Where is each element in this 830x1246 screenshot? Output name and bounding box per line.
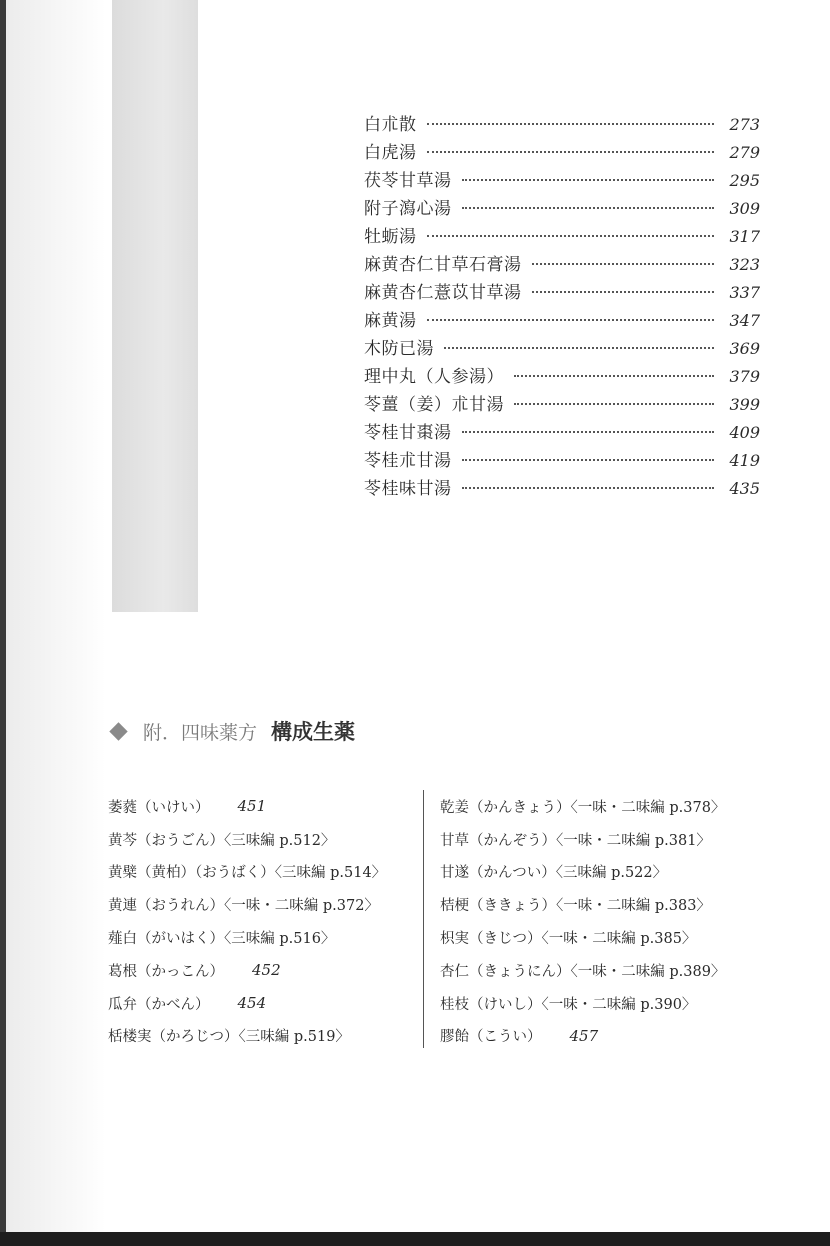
toc-row[interactable] <box>364 250 760 278</box>
herb-text: 萎蕤（いけい） <box>108 799 210 816</box>
herb-text: 瓜弁（かべん） <box>108 996 210 1013</box>
page-gutter-shade <box>6 0 106 1232</box>
herb-text: 黄芩（おうごん）〈三味編 p.512〉 <box>108 832 336 849</box>
toc-title: 麻黄杏仁薏苡甘草湯 <box>364 283 522 303</box>
dot-leader <box>532 263 715 265</box>
herb-text: 桔梗（ききょう）〈一味・二味編 p.383〉 <box>440 898 711 915</box>
herb-text: 膠飴（こうい） <box>440 1029 542 1046</box>
section-prefix: 附．四味薬方 <box>143 721 258 744</box>
toc-title: 茯苓甘草湯 <box>364 171 452 191</box>
toc-title: 麻黄湯 <box>364 311 417 331</box>
toc-row[interactable] <box>364 390 760 418</box>
toc-title: 白虎湯 <box>364 143 417 163</box>
toc-row[interactable] <box>364 446 760 474</box>
herb-entry[interactable] <box>440 790 770 823</box>
toc-row[interactable] <box>364 334 760 362</box>
toc-page-number: 369 <box>729 339 760 358</box>
toc-page-number: 279 <box>729 143 760 162</box>
herb-text: 甘草（かんぞう）〈一味・二味編 p.381〉 <box>440 832 711 849</box>
herb-entry[interactable] <box>108 790 408 823</box>
herb-entry[interactable] <box>108 1020 408 1053</box>
toc-page-number: 273 <box>729 115 760 134</box>
herb-list-right <box>440 790 770 1052</box>
toc-page-number: 295 <box>729 171 760 190</box>
dot-leader <box>427 235 715 237</box>
toc-row[interactable] <box>364 166 760 194</box>
herb-page: 452 <box>252 961 281 980</box>
toc-page-number: 379 <box>729 367 760 386</box>
toc-page-number: 399 <box>729 395 760 414</box>
herb-page: 457 <box>569 1026 599 1045</box>
toc-page-number: 323 <box>729 255 760 274</box>
page-bottom-edge <box>0 1232 830 1246</box>
toc-list <box>364 110 760 502</box>
dot-leader <box>427 151 715 153</box>
herb-entry[interactable] <box>440 954 770 987</box>
section-heading <box>112 716 355 746</box>
toc-page-number: 337 <box>729 283 760 302</box>
herb-page: 454 <box>237 994 267 1013</box>
herb-entry[interactable] <box>108 987 408 1020</box>
herb-text: 黄連（おうれん）〈一味・二味編 p.372〉 <box>108 898 379 915</box>
toc-row[interactable] <box>364 222 760 250</box>
toc-title: 牡蛎湯 <box>364 227 417 247</box>
toc-row[interactable] <box>364 278 760 306</box>
dot-leader <box>462 431 715 433</box>
toc-row[interactable] <box>364 306 760 334</box>
toc-title: 苓薑（姜）朮甘湯 <box>364 395 504 415</box>
section-title: 構成生薬 <box>271 720 356 744</box>
herb-text: 甘遂（かんつい）〈三味編 p.522〉 <box>440 865 668 882</box>
herb-entry[interactable] <box>440 1020 770 1053</box>
toc-title: 苓桂朮甘湯 <box>364 451 452 471</box>
herb-entry[interactable] <box>440 888 770 921</box>
toc-page-number: 347 <box>729 311 760 330</box>
dot-leader <box>514 403 714 405</box>
herb-text: 黄檗（黄柏）（おうばく）〈三味編 p.514〉 <box>108 865 387 882</box>
herb-entry[interactable] <box>108 823 408 856</box>
toc-row[interactable] <box>364 474 760 502</box>
dot-leader <box>444 347 714 349</box>
herb-entry[interactable] <box>108 856 408 889</box>
dot-leader <box>462 487 715 489</box>
herb-text: 薤白（がいはく）〈三味編 p.516〉 <box>108 931 336 948</box>
herb-text: 乾姜（かんきょう）〈一味・二味編 p.378〉 <box>440 799 726 816</box>
toc-page-number: 309 <box>729 199 760 218</box>
toc-row[interactable] <box>364 194 760 222</box>
dot-leader <box>462 459 715 461</box>
herb-entry[interactable] <box>440 921 770 954</box>
herb-entry[interactable] <box>440 987 770 1020</box>
toc-title: 木防已湯 <box>364 339 434 359</box>
toc-title: 白朮散 <box>364 115 417 135</box>
herb-text: 杏仁（きょうにん）〈一味・二味編 p.389〉 <box>440 963 726 980</box>
toc-row[interactable] <box>364 418 760 446</box>
toc-row[interactable] <box>364 138 760 166</box>
herb-list-left <box>108 790 408 1052</box>
herb-text: 栝楼実（かろじつ）〈三味編 p.519〉 <box>108 1029 350 1046</box>
dot-leader <box>462 179 715 181</box>
toc-page-number: 419 <box>729 451 760 470</box>
toc-page-number: 317 <box>729 227 760 246</box>
column-divider <box>423 790 424 1048</box>
herb-text: 葛根（かっこん） <box>108 963 224 980</box>
toc-title: 苓桂甘棗湯 <box>364 423 452 443</box>
dot-leader <box>514 375 714 377</box>
herb-text: 枳実（きじつ）〈一味・二味編 p.385〉 <box>440 931 697 948</box>
herb-entry[interactable] <box>108 954 408 987</box>
diamond-bullet-icon <box>109 722 127 740</box>
toc-title: 附子瀉心湯 <box>364 199 452 219</box>
herb-entry[interactable] <box>440 856 770 889</box>
dot-leader <box>462 207 715 209</box>
toc-row[interactable] <box>364 362 760 390</box>
toc-row[interactable] <box>364 110 760 138</box>
dot-leader <box>427 123 715 125</box>
dot-leader <box>427 319 715 321</box>
toc-title: 麻黄杏仁甘草石膏湯 <box>364 255 522 275</box>
herb-entry[interactable] <box>108 921 408 954</box>
toc-title: 理中丸（人参湯） <box>364 367 504 387</box>
dot-leader <box>532 291 715 293</box>
herb-text: 桂枝（けいし）〈一味・二味編 p.390〉 <box>440 996 697 1013</box>
herb-entry[interactable] <box>440 823 770 856</box>
toc-page-number: 409 <box>729 423 760 442</box>
toc-title: 苓桂味甘湯 <box>364 479 452 499</box>
toc-page-number: 435 <box>729 479 760 498</box>
herb-entry[interactable] <box>108 888 408 921</box>
herb-page: 451 <box>237 797 267 816</box>
gray-margin-band <box>112 0 198 612</box>
